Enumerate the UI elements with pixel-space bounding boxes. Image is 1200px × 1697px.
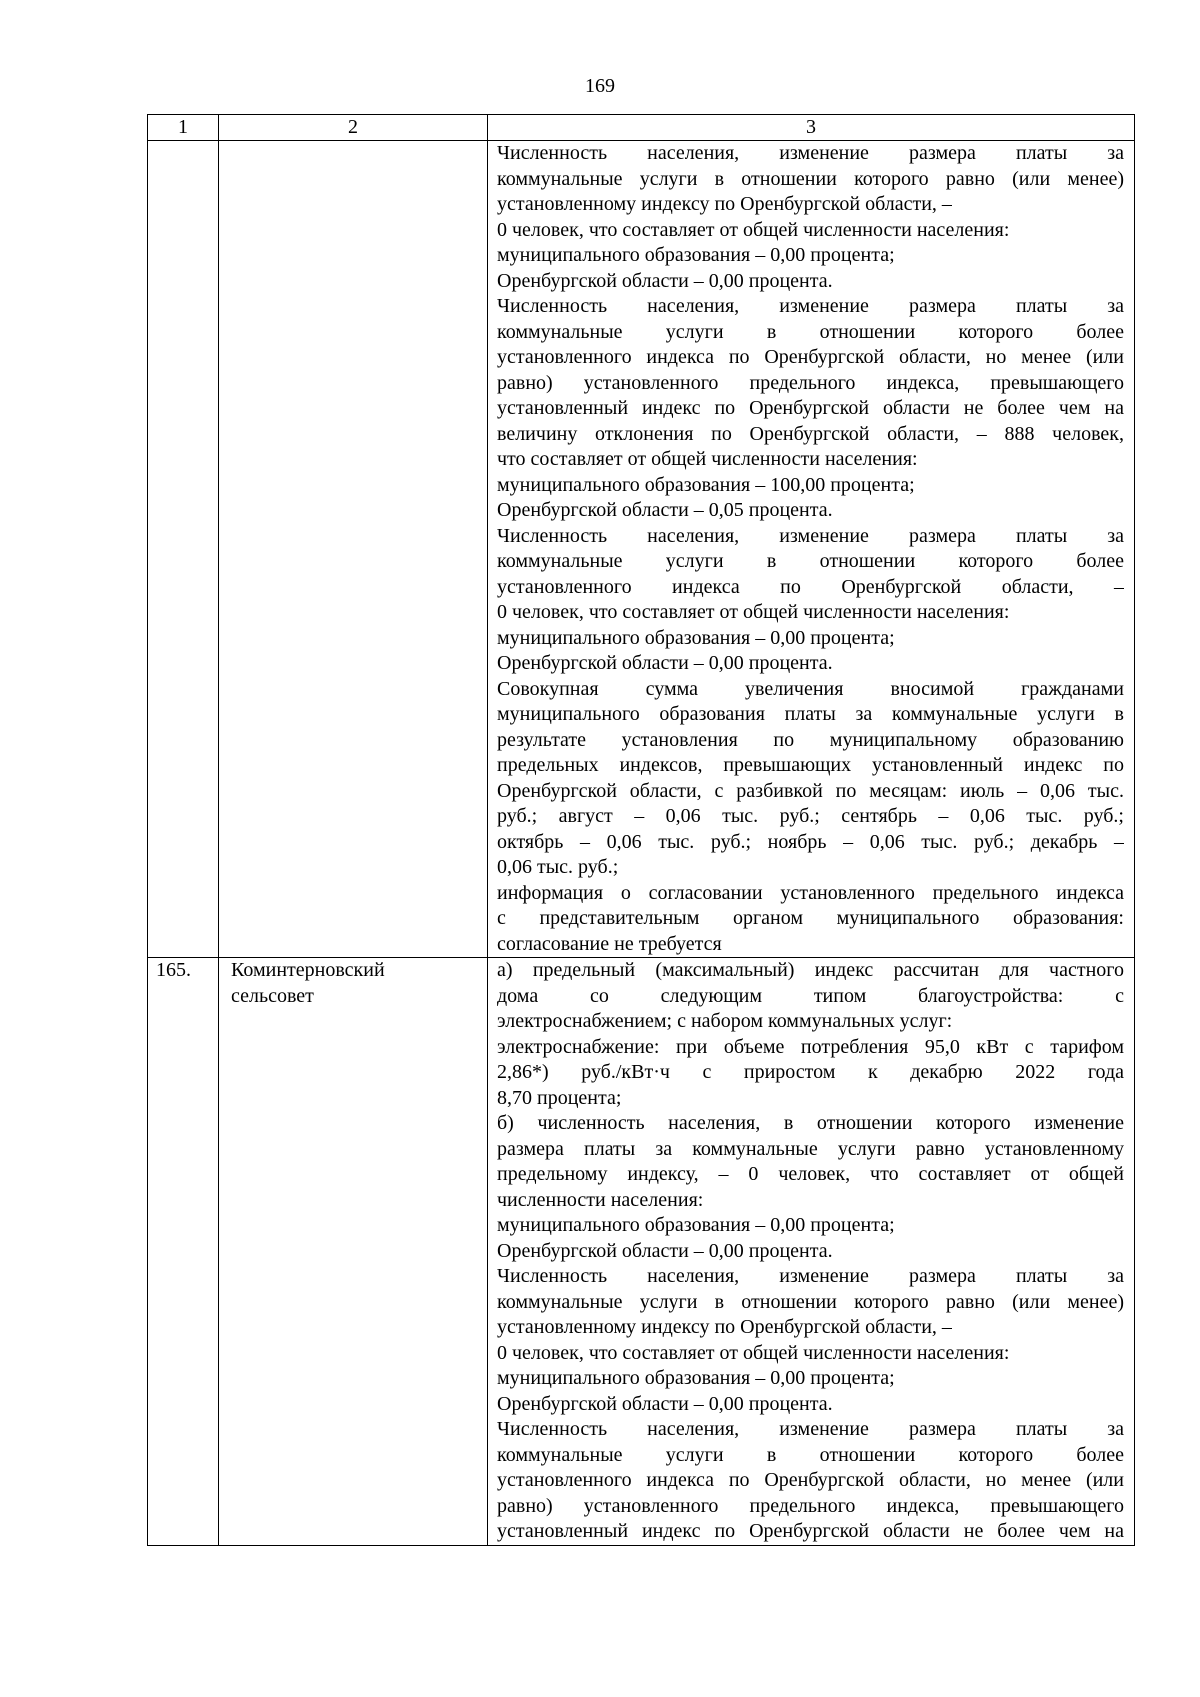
column-header-3: 3 <box>488 115 1135 141</box>
row-description-cell <box>488 958 1135 1546</box>
text-line: Совокупная сумма увеличения вносимой гражданами <box>497 677 1124 700</box>
column-header-1: 1 <box>148 115 219 141</box>
text-line: предельных индексов, превышающих установленный индекс по <box>497 754 1124 776</box>
text-line: Численность населения, изменение размера платы за <box>497 142 1124 164</box>
text-line: б) численность населения, в отношении которого изменение <box>497 1112 1124 1134</box>
text-line: численности населения: <box>497 1188 704 1211</box>
text-line: 0 человек, что составляет от общей численности населения: <box>497 218 1010 241</box>
text-line: с представительным органом муниципального образования: <box>497 907 1124 929</box>
text-line: электроснабжением; с набором коммунальных услуг: <box>497 1010 953 1032</box>
table-header-row <box>148 115 1135 141</box>
text-line: предельному индексу, – 0 человек, что составляет от общей <box>497 1163 1124 1185</box>
text-line: установленному индексу по Оренбургской области, – <box>497 1316 952 1338</box>
text-line: установленного индекса по Оренбургской области, но менее (или <box>497 346 1124 368</box>
text-line: муниципального образования – 0,00 процента; <box>497 626 895 649</box>
text-line: муниципального образования платы за коммунальные услуги в <box>497 703 1124 725</box>
text-line: 8,70 процента; <box>497 1086 622 1109</box>
document-table <box>147 114 1135 1546</box>
text-line: руб.; август – 0,06 тыс. руб.; сентябрь – 0,06 тыс. руб.; <box>497 805 1124 827</box>
text-line: 0,06 тыс. руб.; <box>497 856 619 878</box>
text-line: Оренбургской области, с разбивкой по месяцам: июль – 0,06 тыс. <box>497 779 1124 802</box>
text-line: Численность населения, изменение размера платы за <box>497 1418 1124 1440</box>
text-line: установленного индекса по Оренбургской области, – <box>497 575 1124 598</box>
text-line: Коминтерновский <box>231 959 385 981</box>
text-line: установленный индекс по Оренбургской области не более чем на <box>497 1520 1124 1542</box>
text-line: результате установления по муниципальному образованию <box>497 728 1124 751</box>
text-line: установленному индексу по Оренбургской области, – <box>497 193 952 215</box>
text-line: размера платы за коммунальные услуги равно установленному <box>497 1137 1124 1160</box>
municipality-name-cell <box>219 141 488 958</box>
text-line: равно) установленного предельного индекса, превышающего <box>497 1494 1124 1517</box>
text-line: 2,86*) руб./кВт·ч с приростом к декабрю 2022 года <box>497 1061 1124 1083</box>
text-line: информация о согласовании установленного предельного индекса <box>497 881 1124 904</box>
column-header-2: 2 <box>219 115 488 141</box>
text-line: коммунальные услуги в отношении которого равно (или менее) <box>497 1290 1124 1313</box>
text-line: муниципального образования – 0,00 процента; <box>497 1367 895 1389</box>
text-line: согласование не требуется <box>497 932 722 955</box>
text-line: коммунальные услуги в отношении которого более <box>497 1443 1124 1466</box>
text-line: установленного индекса по Оренбургской области, но менее (или <box>497 1469 1124 1491</box>
text-line: коммунальные услуги в отношении которого более <box>497 550 1124 572</box>
text-line: Численность населения, изменение размера платы за <box>497 295 1124 317</box>
table-row-continuation <box>148 141 1135 958</box>
text-line: муниципального образования – 100,00 процента; <box>497 473 915 496</box>
text-line: муниципального образования – 0,00 процента; <box>497 1214 895 1236</box>
text-line: Численность населения, изменение размера платы за <box>497 524 1124 547</box>
text-line: электроснабжение: при объеме потребления 95,0 кВт с тарифом <box>497 1035 1124 1058</box>
text-line: октябрь – 0,06 тыс. руб.; ноябрь – 0,06 тыс. руб.; декабрь – <box>497 830 1124 853</box>
text-line: Оренбургской области – 0,00 процента. <box>497 1392 833 1415</box>
row-description-cell <box>488 141 1135 958</box>
text-line: дома со следующим типом благоустройства: с <box>497 984 1124 1007</box>
text-line: установленный индекс по Оренбургской области не более чем на <box>497 397 1124 419</box>
text-line: коммунальные услуги в отношении которого более <box>497 320 1124 343</box>
text-line: Численность населения, изменение размера платы за <box>497 1265 1124 1287</box>
text-line: равно) установленного предельного индекса, превышающего <box>497 371 1124 394</box>
text-line: коммунальные услуги в отношении которого равно (или менее) <box>497 167 1124 190</box>
text-line: сельсовет <box>231 984 314 1007</box>
row-number-cell: 165. <box>148 958 219 1546</box>
text-line: Оренбургской области – 0,00 процента. <box>497 1239 833 1262</box>
text-line: Оренбургской области – 0,05 процента. <box>497 499 833 521</box>
text-line: что составляет от общей численности населения: <box>497 448 918 470</box>
text-line: муниципального образования – 0,00 процента; <box>497 244 895 266</box>
text-line: Оренбургской области – 0,00 процента. <box>497 269 833 292</box>
text-line: 0 человек, что составляет от общей численности населения: <box>497 601 1010 623</box>
text-line: а) предельный (максимальный) индекс рассчитан для частного <box>497 959 1124 981</box>
text-line: 0 человек, что составляет от общей численности населения: <box>497 1341 1010 1364</box>
page-number: 169 <box>585 75 615 97</box>
text-line: Оренбургской области – 0,00 процента. <box>497 652 833 674</box>
municipality-name-cell <box>219 958 488 1546</box>
text-line: величину отклонения по Оренбургской области, – 888 человек, <box>497 422 1124 445</box>
row-number-cell <box>148 141 219 958</box>
table-row-165 <box>148 958 1135 1546</box>
